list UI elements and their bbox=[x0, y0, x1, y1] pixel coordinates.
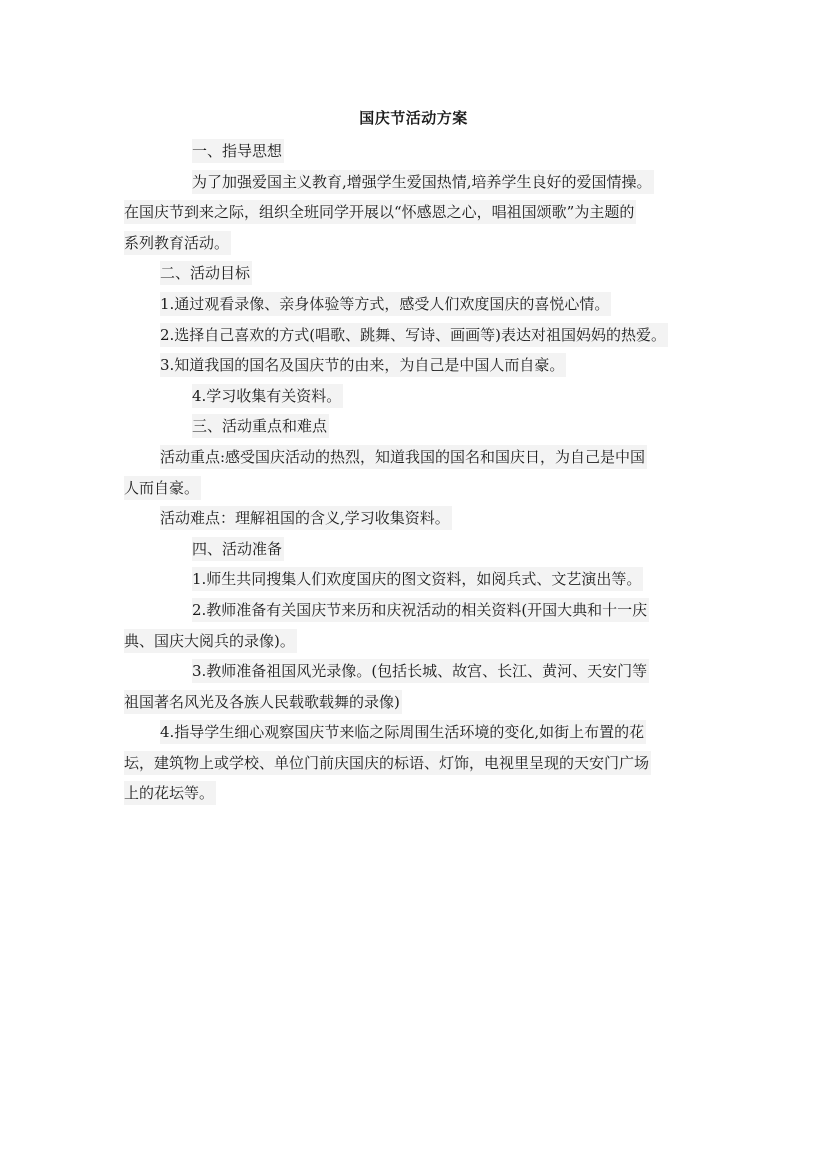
list-item bbox=[124, 717, 704, 748]
list-item bbox=[124, 656, 704, 687]
list-item bbox=[124, 748, 704, 779]
paragraph-line bbox=[124, 503, 704, 534]
paragraph-text: 活动难点：理解祖国的含义,学习收集资料。 bbox=[160, 506, 452, 530]
paragraph-line bbox=[124, 167, 704, 198]
paragraph-line bbox=[124, 473, 704, 504]
list-item-text: 1.通过观看录像、亲身体验等方式，感受人们欢度国庆的喜悦心情。 bbox=[160, 292, 611, 316]
heading-text: 三、活动重点和难点 bbox=[192, 414, 329, 438]
section-heading-guiding-ideology bbox=[124, 136, 704, 167]
heading-text: 四、活动准备 bbox=[192, 537, 284, 561]
list-item-text: 2.选择自己喜欢的方式(唱歌、跳舞、写诗、画画等)表达对祖国妈妈的热爱。 bbox=[160, 323, 668, 347]
list-item bbox=[124, 595, 704, 626]
section-heading-preparation bbox=[124, 534, 704, 565]
paragraph-text: 人而自豪。 bbox=[124, 476, 201, 500]
list-item bbox=[124, 778, 704, 809]
list-item-text: 4.学习收集有关资料。 bbox=[192, 384, 343, 408]
list-item-text: 坛，建筑物上或学校、单位门前庆国庆的标语、灯饰，电视里呈现的天安门广场 bbox=[124, 751, 651, 775]
document-body bbox=[124, 136, 704, 809]
paragraph-line bbox=[124, 442, 704, 473]
list-item bbox=[124, 320, 704, 351]
list-item-text: 祖国著名风光及各族人民载歌载舞的录像) bbox=[124, 690, 402, 714]
list-item bbox=[124, 564, 704, 595]
paragraph-line bbox=[124, 228, 704, 259]
list-item bbox=[124, 687, 704, 718]
list-item-text: 4.指导学生细心观察国庆节来临之际周围生活环境的变化,如街上布置的花 bbox=[160, 720, 646, 744]
list-item-text: 2.教师准备有关国庆节来历和庆祝活动的相关资料(开国大典和十一庆 bbox=[192, 598, 649, 622]
list-item-text: 上的花坛等。 bbox=[124, 781, 216, 805]
list-item-text: 1.师生共同搜集人们欢度国庆的图文资料，如阅兵式、文艺演出等。 bbox=[192, 567, 643, 591]
list-item bbox=[124, 381, 704, 412]
paragraph-text: 系列教育活动。 bbox=[124, 231, 231, 255]
list-item bbox=[124, 626, 704, 657]
list-item-text: 3.教师准备祖国风光录像。(包括长城、故宫、长江、黄河、天安门等 bbox=[192, 659, 649, 683]
paragraph-text: 为了加强爱国主义教育,增强学生爱国热情,培养学生良好的爱国情操。 bbox=[192, 170, 654, 194]
paragraph-line bbox=[124, 197, 704, 228]
section-heading-activity-goals bbox=[124, 258, 704, 289]
list-item-text: 典、国庆大阅兵的录像)。 bbox=[124, 629, 297, 653]
list-item bbox=[124, 289, 704, 320]
list-item-text: 3.知道我国的国名及国庆节的由来，为自己是中国人而自豪。 bbox=[160, 353, 566, 377]
list-item bbox=[124, 350, 704, 381]
paragraph-text: 活动重点:感受国庆活动的热烈，知道我国的国名和国庆日，为自己是中国 bbox=[160, 445, 647, 469]
heading-text: 二、活动目标 bbox=[160, 261, 252, 285]
document-title: 国庆节活动方案 bbox=[359, 109, 468, 127]
paragraph-text: 在国庆节到来之际，组织全班同学开展以“怀感恩之心，唱祖国颂歌”为主题的 bbox=[124, 200, 636, 224]
heading-text: 一、指导思想 bbox=[192, 139, 284, 163]
section-heading-key-points bbox=[124, 411, 704, 442]
